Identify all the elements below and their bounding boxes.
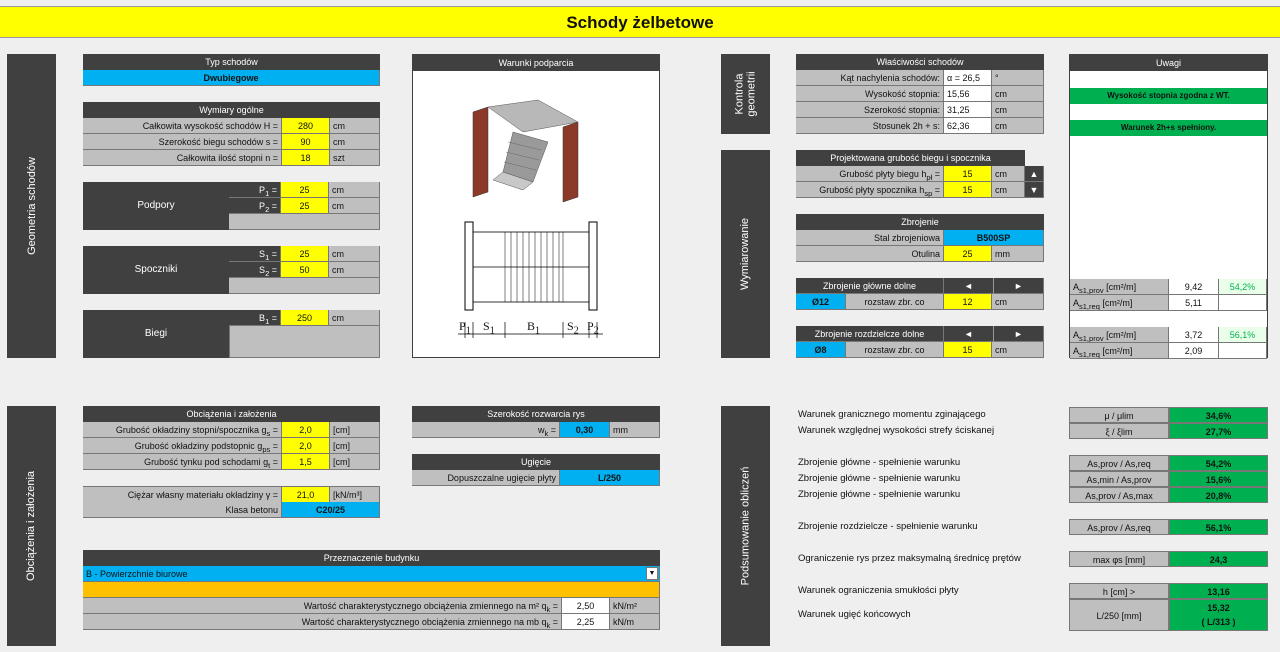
general-label: Całkowita wysokość schodów H = (83, 118, 282, 134)
dim-label-s1: $S_1$ (483, 319, 495, 337)
side-label-summary: Podsumowanie obliczeń (721, 406, 770, 646)
cover-unit: mm (992, 246, 1044, 262)
area-percent: 56,1% (1219, 327, 1267, 343)
main-rebar-prev-icon[interactable]: ◄ (944, 278, 994, 294)
reinforcement-panel (796, 214, 1044, 262)
area-value: 3,72 (1169, 327, 1219, 343)
summary-label: Zbrojenie główne - spełnienie warunku (798, 457, 961, 468)
general-label: Całkowita ilość stopni n = (83, 150, 282, 166)
property-label: Kąt nachylenia schodów: (796, 70, 944, 86)
dist-rebar-panel (796, 326, 1044, 358)
load-label: Grubość tynku pod schodami $g_t$ = (83, 454, 282, 470)
area-value: 9,42 (1169, 279, 1219, 295)
flights-label: Biegi (83, 310, 229, 358)
flight-width-input[interactable]: 90 (282, 134, 330, 150)
dist-rebar-diameter[interactable]: Ø8 (796, 342, 846, 358)
flights-panel (83, 310, 380, 358)
main-rebar-diameter[interactable]: Ø12 (796, 294, 846, 310)
purpose-load-label: Wartość charakterystycznego obciążenia zmiennego na m² $q_k$ = (83, 598, 562, 614)
support-p1-input[interactable]: 25 (281, 182, 329, 198)
riser-finish-input[interactable]: 2,0 (282, 438, 330, 454)
crack-label: $w_k$ = (412, 422, 560, 438)
summary-label: Ograniczenie rys przez maksymalną średnicę prętów (798, 553, 1021, 564)
area-label: $A_{s1,req}$ [cm²/m] (1070, 295, 1169, 311)
load-unit: [cm] (330, 438, 380, 454)
dist-rebar-unit: cm (992, 342, 1044, 358)
spin-down-icon[interactable]: ▼ (1025, 182, 1044, 198)
property-value: 62,36 (944, 118, 992, 134)
landing-symbol: $S_1$ = (229, 246, 281, 262)
purpose-panel (83, 550, 660, 630)
dist-rebar-spacing-input[interactable]: 15 (944, 342, 992, 358)
steel-label: Stal zbrojeniowa (796, 230, 944, 246)
loads-panel (83, 406, 380, 470)
summary-symbol: ξ / ξlim (1069, 423, 1169, 439)
summary-value: 15,6% (1169, 471, 1268, 487)
summary-label: Warunek względnej wysokości strefy ściskanej (798, 425, 995, 436)
support-unit: cm (329, 182, 380, 198)
crack-header: Szerokość rozwarcia rys (412, 406, 660, 422)
property-value: 15,56 (944, 86, 992, 102)
purpose-load-value: 2,50 (562, 598, 610, 614)
cover-input[interactable]: 25 (944, 246, 992, 262)
area-value: 5,11 (1169, 295, 1219, 311)
landing-s1-input[interactable]: 25 (281, 246, 329, 262)
plaster-input[interactable]: 1,5 (282, 454, 330, 470)
thickness-label: Grubość płyty biegu $h_{pł}$ = (796, 166, 944, 182)
property-unit: cm (992, 118, 1044, 134)
purpose-load-unit: kN/m (610, 614, 660, 630)
summary-value: 24,3 (1169, 551, 1268, 567)
summary-symbol: As,min / As,prov (1069, 471, 1169, 487)
support-symbol: $P_1$ = (229, 182, 281, 198)
tread-finish-input[interactable]: 2,0 (282, 422, 330, 438)
purpose-select[interactable]: B - Powierzchnie biurowe ▼ (83, 566, 660, 582)
deflection-select[interactable]: L/250 (560, 470, 660, 486)
summary-symbol: As,prov / As,max (1069, 487, 1169, 503)
steel-select[interactable]: B500SP (944, 230, 1044, 246)
support-conditions-header: Warunki podparcia (413, 55, 659, 71)
side-label-geom-control: Kontrola geometrii (721, 54, 770, 134)
dropdown-arrow-icon[interactable]: ▼ (646, 567, 658, 580)
side-label-geometry: Geometria schodów (7, 54, 56, 358)
landing-empty-row (229, 278, 380, 294)
supports-label: Podpory (83, 182, 229, 230)
summary-value: 27,7% (1169, 423, 1268, 439)
concrete-label: Klasa betonu (83, 502, 282, 518)
main-rebar-next-icon[interactable]: ► (994, 278, 1044, 294)
property-value: 31,25 (944, 102, 992, 118)
reinforcement-header: Zbrojenie (796, 214, 1044, 230)
summary-symbol: h [cm] > (1069, 583, 1169, 599)
property-label: Wysokość stopnia: (796, 86, 944, 102)
thickness-header: Projektowana grubość biegu i spocznika (796, 150, 1025, 166)
dist-rebar-header: Zbrojenie rozdzielcze dolne (796, 326, 944, 342)
general-row (83, 150, 380, 166)
stair-height-input[interactable]: 280 (282, 118, 330, 134)
dist-rebar-spacing-label: rozstaw zbr. co (846, 342, 944, 358)
cover-label: Otulina (796, 246, 944, 262)
crack-panel (412, 406, 660, 438)
summary-value: 15,32 ( L/313 ) (1169, 599, 1268, 631)
landing-s2-input[interactable]: 50 (281, 262, 329, 278)
properties-panel (796, 54, 1044, 134)
general-unit: cm (330, 134, 380, 150)
thickness-panel (796, 150, 1044, 198)
summary-label: Zbrojenie główne - spełnienie warunku (798, 473, 961, 484)
dist-rebar-prev-icon[interactable]: ◄ (944, 326, 994, 342)
weight-unit: [kN/m³] (330, 487, 380, 503)
landings-label: Spoczniki (83, 246, 229, 294)
deflection-header: Ugięcie (412, 454, 660, 470)
remark-item: Wysokość stopnia zgodna z WT. (1070, 88, 1267, 104)
crack-width-select[interactable]: 0,30 (560, 422, 610, 438)
load-label: Grubość okładziny stopni/spocznika $g_s$ = (83, 422, 282, 438)
crack-unit: mm (610, 422, 660, 438)
summary-symbol: As,prov / As,req (1069, 455, 1169, 471)
flight-unit: cm (329, 310, 380, 326)
flight-symbol: $B_1$ = (229, 310, 281, 326)
dim-label-p1: $P_1$ (459, 319, 471, 337)
purpose-header: Przeznaczenie budynku (83, 550, 660, 566)
summary-symbol: As,prov / As,req (1069, 519, 1169, 535)
page-title: Schody żelbetowe (0, 6, 1280, 38)
summary-value: 20,8% (1169, 487, 1268, 503)
area-label: $A_{s1,prov}$ [cm²/m] (1070, 327, 1169, 343)
remark-item: Warunek 2h+s spełniony. (1070, 120, 1267, 136)
property-label: Szerokość stopnia: (796, 102, 944, 118)
purpose-bar (83, 582, 660, 598)
side-label-design: Wymiarowanie (721, 150, 770, 358)
landing-unit: cm (329, 246, 380, 262)
dist-rebar-area-table (1070, 327, 1267, 359)
weight-label: Ciężar własny materiału okładziny γ = (83, 487, 282, 503)
stair-illustration (413, 72, 659, 358)
landing-symbol: $S_2$ = (229, 262, 281, 278)
main-rebar-spacing-label: rozstaw zbr. co (846, 294, 944, 310)
landing-unit: cm (329, 262, 380, 278)
summary-value: 54,2% (1169, 455, 1268, 471)
main-rebar-header: Zbrojenie główne dolne (796, 278, 944, 294)
general-unit: cm (330, 118, 380, 134)
side-label-loads: Obciążenia i założenia (7, 406, 56, 646)
loads-header: Obciążenia i założenia (83, 406, 380, 422)
summary-value: 34,6% (1169, 407, 1268, 423)
property-unit: cm (992, 102, 1044, 118)
summary-symbol: μ / μlim (1069, 407, 1169, 423)
purpose-load-unit: kN/m² (610, 598, 660, 614)
stair-type-header: Typ schodów (83, 54, 380, 70)
dim-label-p2: $P_2$ (587, 319, 599, 337)
support-empty-row (229, 214, 380, 230)
supports-panel (83, 182, 380, 230)
purpose-load-value: 2,25 (562, 614, 610, 630)
concrete-select[interactable]: C20/25 (282, 502, 380, 518)
summary-panel (796, 406, 1268, 646)
flight-thickness-input[interactable]: 15 (944, 166, 992, 182)
material-panel (83, 486, 380, 518)
area-label: $A_{s1,req}$ [cm²/m] (1070, 343, 1169, 359)
flight-empty-area (229, 326, 380, 358)
dim-label-s2: $S_2$ (567, 319, 579, 337)
summary-label: Zbrojenie rozdzielcze - spełnienie warunku (798, 521, 978, 532)
summary-label: Warunek ograniczenia smukłości płyty (798, 585, 959, 596)
property-unit: cm (992, 86, 1044, 102)
purpose-load-label: Wartość charakterystycznego obciążenia zmiennego na mb $q_k$ = (83, 614, 562, 630)
thickness-label: Grubość płyty spocznika $h_{sp}$ = (796, 182, 944, 198)
thickness-unit: cm (992, 182, 1025, 198)
general-dimensions-panel (83, 102, 380, 166)
dim-label-b1: $B_1$ (527, 319, 541, 337)
flight-b1-input[interactable]: 250 (281, 310, 329, 326)
support-symbol: $P_2$ = (229, 198, 281, 214)
property-label: Stosunek 2h + s: (796, 118, 944, 134)
main-rebar-spacing-input[interactable]: 12 (944, 294, 992, 310)
load-unit: [cm] (330, 422, 380, 438)
summary-symbol: max φs [mm] (1069, 551, 1169, 567)
summary-symbol: L/250 [mm] (1069, 599, 1169, 631)
properties-header: Właściwości schodów (796, 54, 1044, 70)
summary-label: Warunek granicznego momentu zginającego (798, 409, 986, 420)
support-p2-input[interactable]: 25 (281, 198, 329, 214)
summary-value: 13,16 (1169, 583, 1268, 599)
dist-rebar-next-icon[interactable]: ► (994, 326, 1044, 342)
weight-input[interactable]: 21,0 (282, 487, 330, 503)
summary-value: 56,1% (1169, 519, 1268, 535)
thickness-unit: cm (992, 166, 1025, 182)
summary-label: Zbrojenie główne - spełnienie warunku (798, 489, 961, 500)
general-row (83, 118, 380, 134)
general-dimensions-header: Wymiary ogólne (83, 102, 380, 118)
support-conditions-panel (412, 54, 660, 358)
area-percent: 54,2% (1219, 279, 1267, 295)
deflection-label: Dopuszczalne ugięcie płyty (412, 470, 560, 486)
stair-type-select[interactable]: Dwubiegowe (83, 70, 380, 86)
support-unit: cm (329, 198, 380, 214)
area-label: $A_{s1,prov}$ [cm²/m] (1070, 279, 1169, 295)
remarks-header: Uwagi (1070, 55, 1267, 71)
general-label: Szerokość biegu schodów s = (83, 134, 282, 150)
landings-panel (83, 246, 380, 294)
general-row (83, 134, 380, 150)
remarks-panel (1069, 54, 1268, 358)
spin-up-icon[interactable]: ▲ (1025, 166, 1044, 182)
load-unit: [cm] (330, 454, 380, 470)
stair-type-panel (83, 54, 380, 86)
area-value: 2,09 (1169, 343, 1219, 359)
landing-thickness-input[interactable]: 15 (944, 182, 992, 198)
general-unit: szt (330, 150, 380, 166)
main-rebar-panel (796, 278, 1044, 310)
load-label: Grubość okładziny podstopnic $g_{ps}$ = (83, 438, 282, 454)
summary-label: Warunek ugięć końcowych (798, 609, 911, 620)
main-rebar-unit: cm (992, 294, 1044, 310)
main-rebar-area-table (1070, 279, 1267, 311)
property-value: α = 26,5 (944, 70, 992, 86)
property-unit: ° (992, 70, 1044, 86)
step-count-input[interactable]: 18 (282, 150, 330, 166)
deflection-panel (412, 454, 660, 486)
